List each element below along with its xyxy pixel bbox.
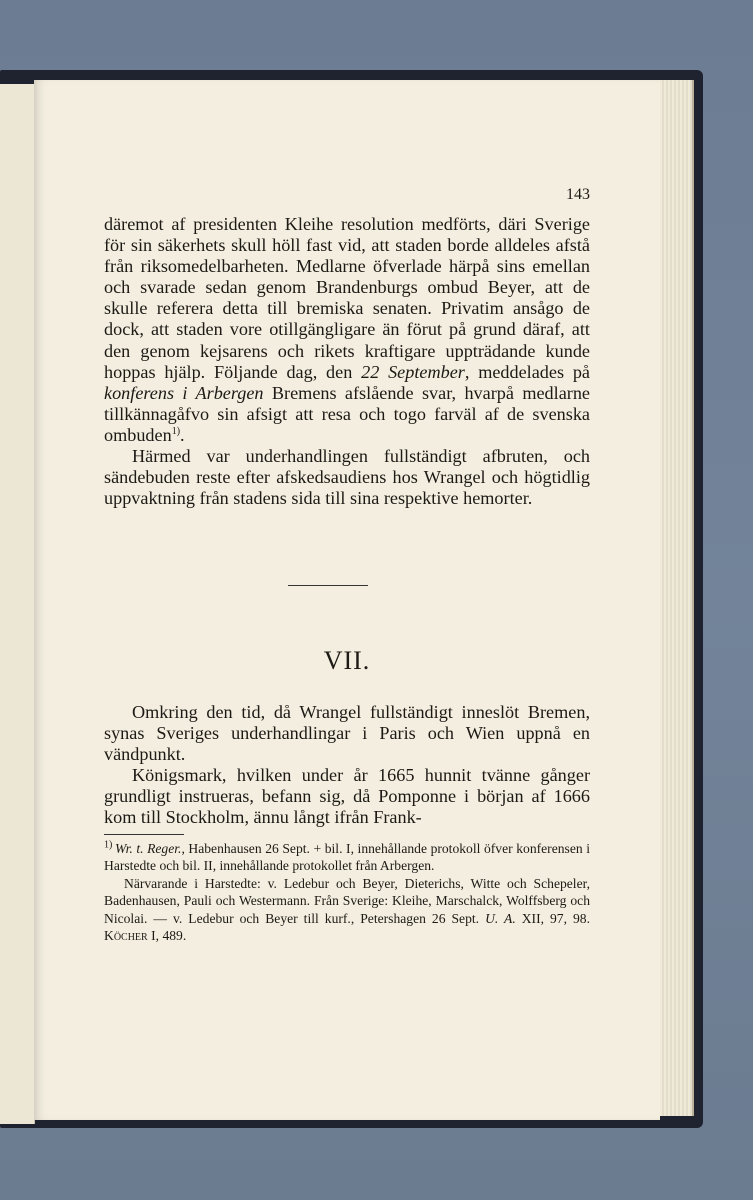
chapter-paragraph (104, 702, 590, 765)
text-run: , Habenhausen 26 Sept. + bil. I, innehållande protokoll öfver konferensen i Harstedte och bil. II, innehållande protokollet från Arbergen. (104, 841, 590, 874)
text-run: 22 September (361, 361, 465, 382)
section-divider (288, 585, 368, 586)
chapter-paragraph (104, 765, 590, 828)
text-run: I, 489. (147, 928, 187, 944)
text-run: Bremens afslående svar, hvarpå medlarne tillkännagåfvo sin afsigt att resa och togo farväl af de svenska ombuden (104, 382, 590, 445)
text-run: . (180, 424, 185, 445)
body-text (104, 214, 590, 509)
body-paragraph (104, 214, 590, 446)
footnote-marker: 1) (171, 425, 181, 437)
text-run: U. A. (485, 910, 516, 926)
page-number: 143 (566, 186, 590, 203)
text-run: XII, 97, 98. (515, 910, 590, 926)
book-page (34, 80, 660, 1120)
text-run: Wr. t. Reger. (115, 841, 182, 856)
chapter-heading: VII. (323, 646, 371, 675)
footnote-marker: 1) (104, 839, 116, 851)
text-run: Härmed var underhandlingen fullständigt afbruten, och sändebuden reste efter afskedsaudiens hos Wrangel och högtidlig uppvaktning från stadens sida till sina respektive hemorter. (104, 446, 590, 509)
chapter-body-text (104, 702, 590, 829)
footnote-paragraph (104, 840, 590, 875)
left-page-edge (0, 84, 35, 1124)
footnotes (104, 840, 590, 944)
text-run: , meddelades på (464, 361, 591, 382)
text-run: Köcher (104, 928, 148, 944)
text-run: Königsmark, hvilken under år 1665 hunnit tvänne gånger grundligt instrueras, befann sig, då Pomponne i början af 1666 kom till Stockholm, ännu långt ifrån Frank- (104, 765, 590, 828)
footnote-divider (104, 834, 184, 835)
text-run: däremot af presidenten Kleihe resolution medförts, däri Sverige för sin säkerhets skull höll fast vid, att staden borde alldeles afstå från riksomedelbarheten. Medlarne öfverlade härpå sins emellan och svarade sedan genom Brandenburgs ombud Beyer, att de skulle referera detta till bremiska senaten. Privatim ansågo de dock, att staden vore otillgängligare än förut på grund däraf, att den genom kejsarens och rikets kraftigare uppträdande kunde hoppas hjälp. Följande dag, den (104, 214, 590, 382)
page-edges (656, 80, 694, 1116)
body-paragraph (104, 446, 590, 509)
text-run: Omkring den tid, då Wrangel fullständigt inneslöt Bremen, synas Sveriges underhandlingar i Paris och Wien uppnå en vändpunkt. (104, 702, 590, 765)
text-run: Närvarande i Harstedte: v. Ledebur och Beyer, Dieterichs, Witte och Schepeler, Badenhausen, Pauli och Westermann. Från Sverige: Kleihe, Marschalck, Wolffsberg och Nicolai. — v. Ledebur och Beyer till kurf., Petershagen 26 Sept. (104, 875, 590, 926)
text-run: konferens i Arbergen (104, 382, 264, 403)
footnote-paragraph (104, 875, 590, 945)
